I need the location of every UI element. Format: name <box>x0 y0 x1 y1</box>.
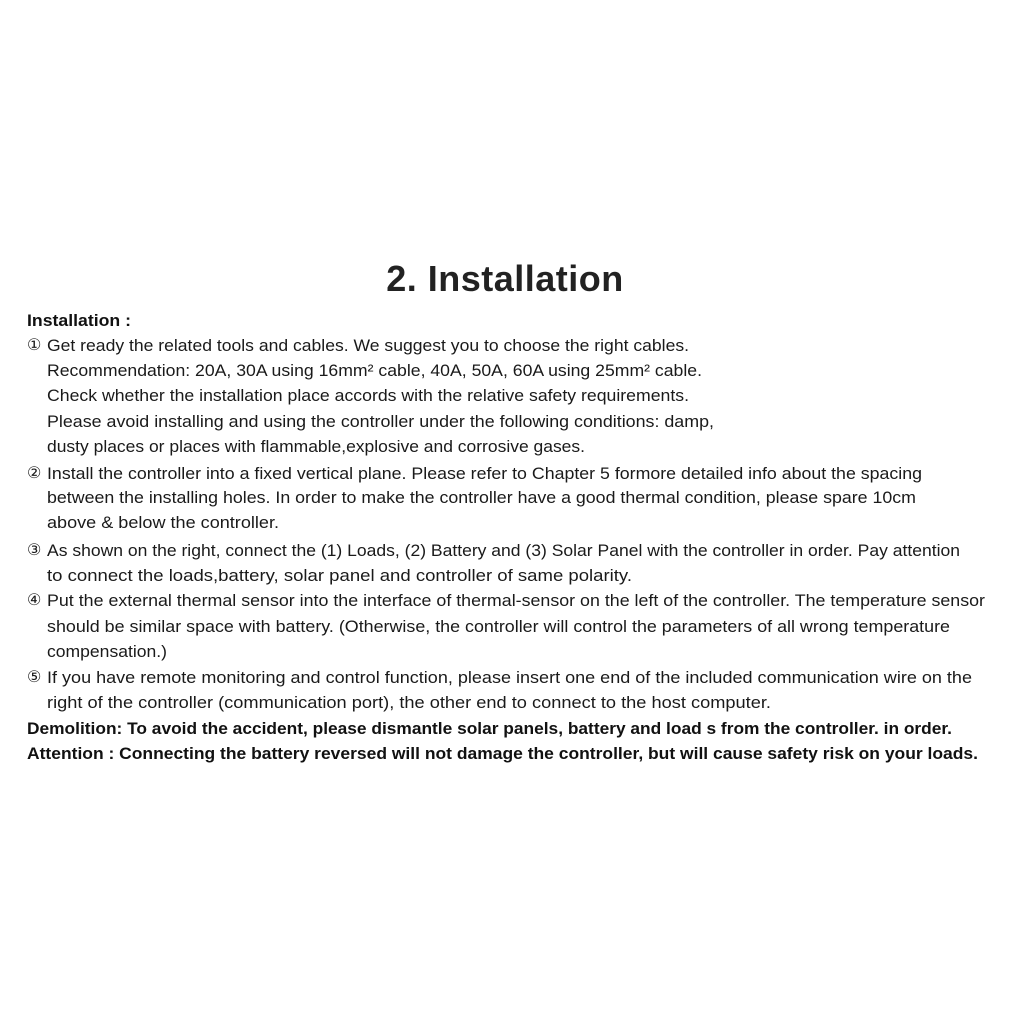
step-1-line: Recommendation: 20A, 30A using 16mm² cable, 40A, 50A, 60A using 25mm² cable. <box>47 361 702 380</box>
step-marker-1: ① <box>27 337 42 354</box>
step-1-line: dusty places or places with flammable,explosive and corrosive gases. <box>47 437 585 456</box>
step-3-line: to connect the loads,battery, solar panel and controller of same polarity. <box>47 566 632 585</box>
step-marker-3: ③ <box>27 542 42 559</box>
demolition-note: Demolition: To avoid the accident, please dismantle solar panels, battery and load s from the controller. in order. <box>27 719 952 738</box>
step-2-line: above & below the controller. <box>47 513 279 532</box>
step-4-line: compensation.) <box>47 642 167 661</box>
step-marker-5: ⑤ <box>27 669 42 686</box>
step-marker-2: ② <box>27 465 42 482</box>
step-2-line: between the installing holes. In order to make the controller have a good thermal condition, please spare 10cm <box>47 488 916 507</box>
step-1-line: Get ready the related tools and cables. We suggest you to choose the right cables. <box>47 336 689 355</box>
step-4-line: Put the external thermal sensor into the interface of thermal-sensor on the left of the controller. The temperature sensor <box>47 591 985 610</box>
step-1-line: Please avoid installing and using the controller under the following conditions: damp, <box>47 412 714 431</box>
step-5-line: right of the controller (communication port), the other end to connect to the host computer. <box>47 693 771 712</box>
step-marker-4: ④ <box>27 592 42 609</box>
step-3-line: As shown on the right, connect the (1) Loads, (2) Battery and (3) Solar Panel with the controller in order. Pay attention <box>47 541 960 560</box>
section-heading: Installation : <box>27 311 131 330</box>
step-5-line: If you have remote monitoring and control function, please insert one end of the included communication wire on the <box>47 668 973 687</box>
step-4-line: should be similar space with battery. (Otherwise, the controller will control the parameters of all wrong temperature <box>47 617 950 636</box>
step-1-line: Check whether the installation place accords with the relative safety requirements. <box>47 386 690 405</box>
page-title: 2. Installation <box>386 258 624 299</box>
attention-note: Attention : Connecting the battery reversed will not damage the controller, but will cause safety risk on your loads. <box>27 744 978 763</box>
step-2-line: Install the controller into a fixed vertical plane. Please refer to Chapter 5 formore detailed info about the spacing <box>47 464 923 483</box>
